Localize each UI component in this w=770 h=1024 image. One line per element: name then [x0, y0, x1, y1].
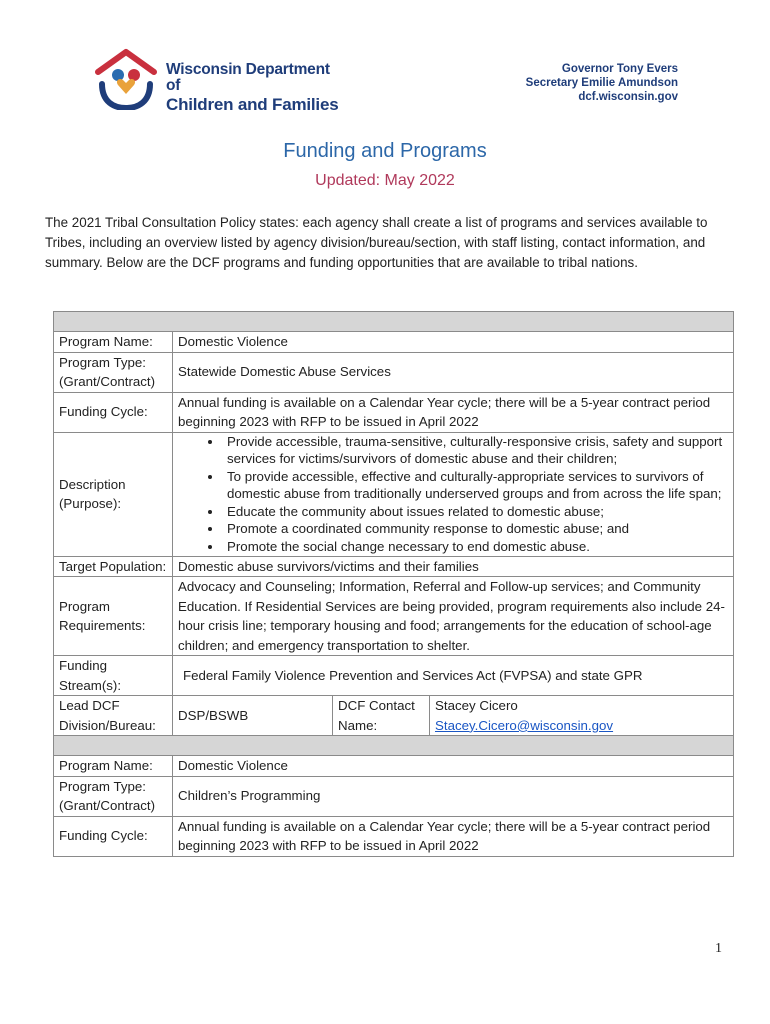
program-name-value: Domestic Violence: [173, 756, 734, 777]
program-requirements-value: Advocacy and Counseling; Information, Referral and Follow-up services; and Community Education. If Residential Services are being provided, program requirements also include 24-hour crisis line; temporary housing and food; arrangements for the education of school-age children; and emergency transportation to shelter.: [173, 577, 734, 656]
program-name-label: Program Name:: [54, 756, 173, 777]
lead-dcf-label: Lead DCF Division/Bureau:: [54, 696, 173, 736]
org-name-line1: Wisconsin Department of: [166, 61, 330, 94]
program-type-label: Program Type: (Grant/Contract): [54, 352, 173, 392]
table-row: [54, 392, 734, 432]
funding-cycle-value: Annual funding is available on a Calendar Year cycle; there will be a 5-year contract period beginning 2023 with RFP to be issued in April 2022: [173, 816, 734, 856]
updated-date: Updated: May 2022: [315, 172, 455, 189]
table-row: [54, 776, 734, 816]
target-population-label: Target Population:: [54, 556, 173, 577]
table-row: [54, 332, 734, 353]
table-row: [54, 432, 734, 556]
funding-streams-label: Funding Stream(s):: [54, 656, 173, 696]
dcf-house-logo-icon: [94, 48, 158, 110]
table-row: [54, 352, 734, 392]
contact-name: Stacey Cicero: [435, 698, 518, 714]
programs-table: [53, 311, 734, 857]
program-type-value: Children’s Programming: [173, 776, 734, 816]
dcf-contact-label: DCF Contact Name:: [333, 696, 430, 736]
program-header-band: [54, 736, 734, 756]
program-requirements-label: Program Requirements:: [54, 577, 173, 656]
contact-email-link[interactable]: Stacey.Cicero@wisconsin.gov: [435, 717, 614, 733]
table-row: [54, 577, 734, 656]
target-population-value: Domestic abuse survivors/victims and their families: [173, 556, 734, 577]
dcf-contact-value: [430, 696, 734, 736]
program-header-band: [54, 312, 734, 332]
funding-cycle-label: Funding Cycle:: [54, 816, 173, 856]
description-label: Description (Purpose):: [54, 432, 173, 556]
description-value: [173, 432, 734, 556]
dcf-logo: [94, 48, 344, 114]
website: dcf.wisconsin.gov: [578, 91, 678, 103]
program-type-label: Program Type: (Grant/Contract): [54, 776, 173, 816]
table-row: [54, 816, 734, 856]
funding-cycle-value: Annual funding is available on a Calendar Year cycle; there will be a 5-year contract period beginning 2023 with RFP to be issued in April 2022: [173, 392, 734, 432]
list-item: • Promote a coordinated community response to domestic abuse; and: [223, 520, 728, 538]
description-list: [178, 433, 728, 556]
table-row: [54, 656, 734, 696]
table-row: [54, 756, 734, 777]
list-item: • Provide accessible, trauma-sensitive, culturally-responsive crisis, safety and support services for victims/survivors of domestic abuse and their children;: [223, 433, 728, 468]
funding-streams-value: Federal Family Violence Prevention and Services Act (FVPSA) and state GPR: [173, 656, 734, 696]
page-number: 1: [715, 941, 722, 956]
page-title: Funding and Programs: [283, 140, 487, 162]
program-name-value: Domestic Violence: [173, 332, 734, 353]
officials-block: [526, 62, 678, 104]
list-item: • Promote the social change necessary to end domestic abuse.: [223, 538, 728, 556]
list-item: • To provide accessible, effective and culturally-appropriate services to survivors of domestic abuse from traditionally underserved groups and from across the life span;: [223, 468, 728, 503]
lead-dcf-value: DSP/BSWB: [173, 696, 333, 736]
intro-paragraph: The 2021 Tribal Consultation Policy states: each agency shall create a list of programs and services available to Tribes, including an overview listed by agency division/bureau/section, with staff listing, contact information, and summary. Below are the DCF programs and funding opportunities that are available to tribal nations.: [45, 215, 708, 270]
governor-name: Governor Tony Evers: [561, 63, 678, 75]
funding-cycle-label: Funding Cycle:: [54, 392, 173, 432]
table-row: [54, 696, 734, 736]
table-row: [54, 556, 734, 577]
program-name-label: Program Name:: [54, 332, 173, 353]
list-item: • Educate the community about issues related to domestic abuse;: [223, 503, 728, 521]
org-name-line2: Children and Families: [166, 95, 339, 114]
secretary-name: Secretary Emilie Amundson: [525, 77, 678, 89]
program-type-value: Statewide Domestic Abuse Services: [173, 352, 734, 392]
